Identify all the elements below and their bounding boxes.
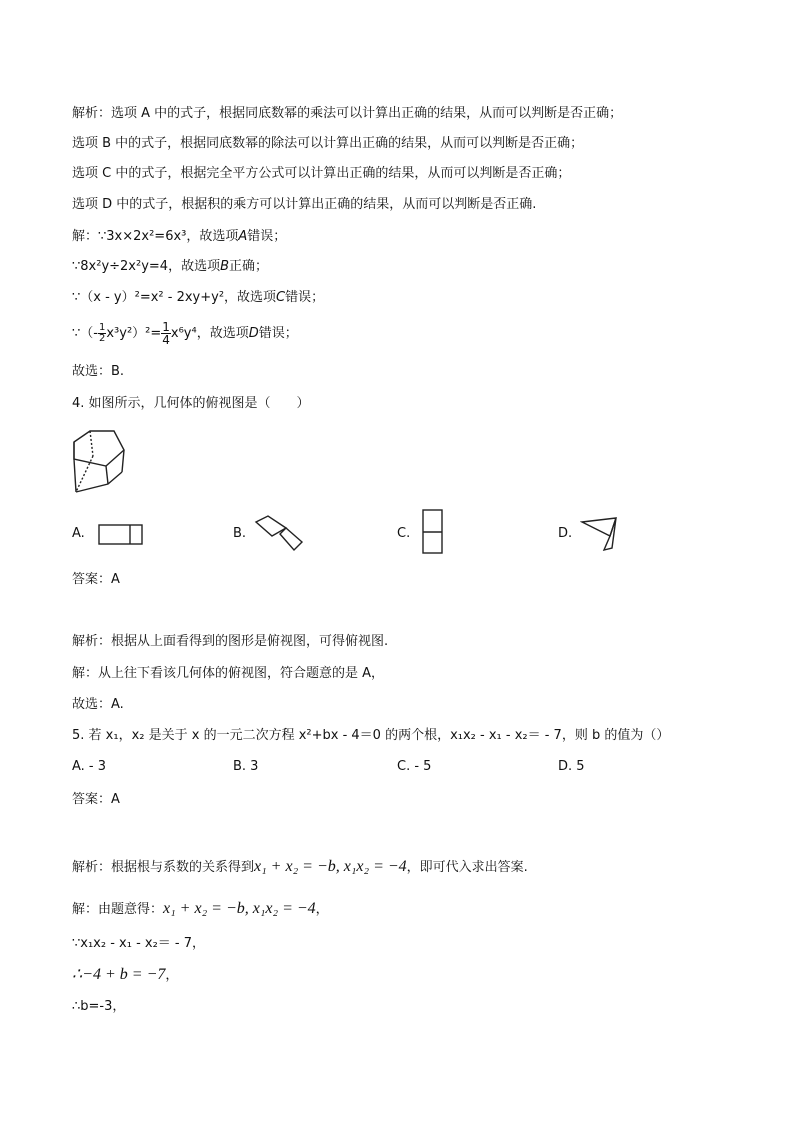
solid-figure [70, 428, 132, 494]
option-c-figure [422, 509, 444, 555]
option-c: C. - 5 [397, 759, 432, 774]
analysis-line: 选项 D 中的式子，根据积的乘方可以计算出正确的结果，从而可以判断是否正确. [72, 197, 537, 212]
question-4-answer: 答案：A [72, 572, 120, 587]
question-4-stem: 4. 如图所示，几何体的俯视图是（ ） [72, 396, 310, 411]
option-d-figure [580, 514, 622, 552]
analysis-line: 选项 C 中的式子，根据完全平方公式可以计算出正确的结果，从而可以判断是否正确； [72, 166, 571, 181]
question-5-step-3: ∴b=-3， [72, 999, 126, 1014]
question-5-step-2: ∴−4 + b = −7， [72, 966, 179, 983]
question-5-answer: 答案：A [72, 792, 120, 807]
fraction-half: $\frac{1}{2}$ [98, 322, 106, 344]
solution-line-3: ∵（x - y）²=x² - 2xy+y²，故选项C错误； [72, 290, 325, 305]
solution-line-2: ∵8x²y÷2x²y=4，故选项B正确； [72, 259, 269, 274]
solution-line-4: ∵（- $\frac{1}{2}$ x³y²）²= $\frac{1}{4}$ x⁶y⁴，故选项D错误； [72, 320, 298, 347]
question-5-stem: 5. 若 x₁，x₂ 是关于 x 的一元二次方程 x²+bx - 4＝0 的两个根，x₁x₂ - x₁ - x₂＝ - 7，则 b 的值为（） [72, 728, 670, 743]
option-a-label: A. [72, 526, 85, 541]
question-4-analysis: 解析：根据从上面看得到的图形是俯视图，可得俯视图. [72, 634, 389, 649]
solution-line-1: 解：∵3x×2x²=6x³，故选项A错误； [72, 229, 287, 244]
option-d: D. 5 [558, 759, 585, 774]
analysis-line: 解析：选项 A 中的式子，根据同底数幂的乘法可以计算出正确的结果，从而可以判断是否正确； [72, 106, 623, 121]
option-d-label: D. [558, 526, 573, 541]
option-b-figure [254, 514, 306, 552]
analysis-line: 选项 B 中的式子，根据同底数幂的除法可以计算出正确的结果，从而可以判断是否正确； [72, 136, 584, 151]
question-4-choice: 故选：A. [72, 697, 124, 712]
fraction-quarter: $\frac{1}{4}$ [162, 320, 170, 347]
option-a: A. - 3 [72, 759, 107, 774]
option-c-label: C. [397, 526, 411, 541]
question-4-solution: 解：从上往下看该几何体的俯视图，符合题意的是 A， [72, 666, 385, 681]
question-5-solution: 解：由题意得：x₁ + x₂ = −b, x₁x₂ = −4， [72, 900, 329, 917]
option-b-label: B. [233, 526, 247, 541]
question-5-analysis: 解析：根据根与系数的关系得到x₁ + x₂ = −b, x₁x₂ = −4，即可代入求出答案. [72, 858, 528, 875]
question-5-step-1: ∵x₁x₂ - x₁ - x₂＝ - 7， [72, 936, 206, 951]
solution-choice: 故选：B. [72, 364, 125, 379]
option-a-figure [98, 524, 144, 546]
option-b: B. 3 [233, 759, 259, 774]
